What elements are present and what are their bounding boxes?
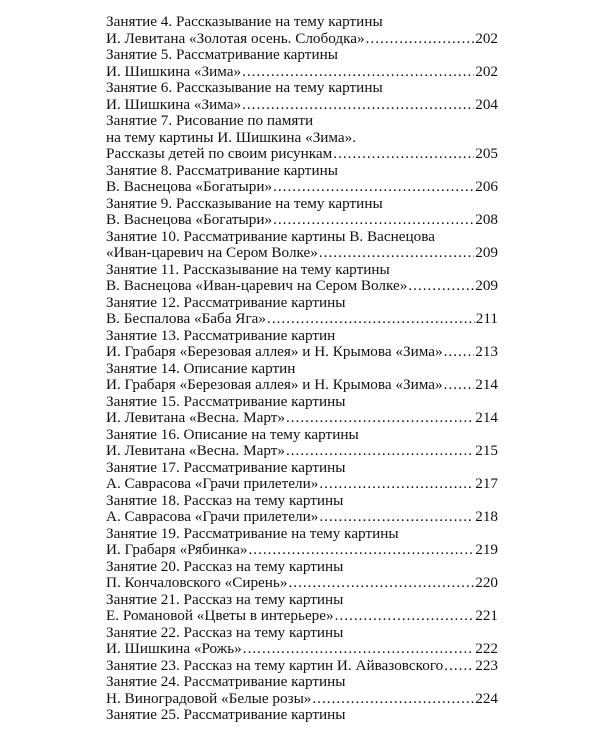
page-number: 208 xyxy=(475,212,498,228)
toc-entry-last-line xyxy=(106,410,498,427)
page-number: 209 xyxy=(475,245,498,261)
toc-entry xyxy=(106,592,498,625)
toc-entry xyxy=(106,707,498,724)
toc-entry-text: «Иван-царевич на Сером Волке» xyxy=(106,245,318,261)
toc-entry-text: В. Беспалова «Баба Яга» xyxy=(106,311,267,327)
dot-leader xyxy=(366,31,475,48)
toc-entry-last-line xyxy=(106,476,498,493)
dot-leader xyxy=(444,344,475,361)
page-number: 223 xyxy=(475,657,498,674)
toc-entry-text: В. Васнецова «Богатыри» xyxy=(106,212,273,228)
toc-entry-line: Занятие 15. Рассматривание картины xyxy=(106,393,346,410)
toc-entry xyxy=(106,80,498,113)
toc-entry-text: И. Левитана «Золотая осень. Слободка» xyxy=(106,30,365,47)
dot-leader xyxy=(242,64,474,81)
toc-entry-last-line xyxy=(106,509,498,526)
toc-entry xyxy=(106,526,498,559)
toc-entry xyxy=(106,625,498,658)
toc-entry xyxy=(106,113,498,163)
toc-entry-last-line xyxy=(106,278,498,295)
dot-leader xyxy=(286,443,474,460)
dot-leader xyxy=(319,509,474,526)
dot-leader xyxy=(286,410,474,427)
dot-leader xyxy=(444,658,474,675)
toc-entry-line: Занятие 5. Рассматривание картины xyxy=(106,47,338,63)
toc-entry-last-line xyxy=(106,245,498,262)
toc-entry-line: Занятие 16. Описание на тему картины xyxy=(106,426,359,443)
toc-entry xyxy=(106,14,498,47)
toc-entry-text: И. Левитана «Весна. Март» xyxy=(106,443,285,459)
toc-entry-text: И. Шишкина «Зима» xyxy=(106,63,242,80)
toc-entry-text: Занятие 23. Рассказ на тему картин И. Айвазовского xyxy=(106,657,444,674)
toc-entry-text: И. Грабаря «Березовая аллея» и Н. Крымова «Зима» xyxy=(106,344,443,360)
toc-entry-text: В. Васнецова «Иван-царевич на Сером Волке» xyxy=(106,278,408,294)
toc-entry xyxy=(106,674,498,707)
page-number: 213 xyxy=(475,344,498,360)
toc-entry-line: Занятие 12. Рассматривание картины xyxy=(106,294,346,311)
page-number: 218 xyxy=(475,509,498,525)
page-number: 222 xyxy=(475,641,498,657)
toc-entry-line: Занятие 9. Рассказывание на тему картины xyxy=(106,195,383,212)
toc-entry-line: Занятие 21. Рассказ на тему картины xyxy=(106,591,344,608)
page-number: 220 xyxy=(475,575,498,591)
toc-entry-line: на тему картины И. Шишкина «Зима». xyxy=(106,129,357,146)
toc-entry-line: Занятие 4. Рассказывание на тему картины xyxy=(106,14,383,30)
toc-entry-text: И. Шишкина «Зима» xyxy=(106,96,242,113)
toc-entry-text: И. Грабаря «Рябинка» xyxy=(106,542,248,558)
toc-entry-text: И. Грабаря «Березовая аллея» и Н. Крымова «Зима» xyxy=(106,377,443,393)
toc-entry xyxy=(106,394,498,427)
toc-entry-line: Занятие 24. Рассматривание картины xyxy=(106,674,346,690)
toc-entry xyxy=(106,163,498,196)
toc-entry xyxy=(106,328,498,361)
page-number: 211 xyxy=(475,311,498,327)
toc-entry-line: Занятие 13. Рассматривание картин xyxy=(106,327,336,344)
toc-entry-text: И. Левитана «Весна. Март» xyxy=(106,410,285,426)
toc-entry-text: Рассказы детей по своим рисункам xyxy=(106,146,333,162)
toc-entry-text: А. Саврасова «Грачи прилетели» xyxy=(106,476,319,492)
toc-entry xyxy=(106,361,498,394)
dot-leader xyxy=(273,179,474,196)
toc-entry-text: П. Кончаловского «Сирень» xyxy=(106,575,288,591)
dot-leader xyxy=(312,691,474,708)
toc-entry xyxy=(106,262,498,295)
table-of-contents xyxy=(106,14,498,724)
toc-entry xyxy=(106,658,498,675)
toc-entry-last-line xyxy=(106,608,498,625)
toc-entry-last-line xyxy=(106,31,498,48)
dot-leader xyxy=(319,476,474,493)
toc-entry-line: Занятие 25. Рассматривание картины xyxy=(106,707,346,723)
toc-entry-last-line xyxy=(106,542,498,559)
dot-leader xyxy=(333,146,474,163)
toc-entry-line: Занятие 18. Рассказ на тему картины xyxy=(106,492,344,509)
toc-entry-line: Занятие 14. Описание картин xyxy=(106,360,296,377)
toc-entry-last-line xyxy=(106,179,498,196)
page-number: 204 xyxy=(475,96,498,113)
toc-entry-last-line xyxy=(106,691,498,708)
toc-entry xyxy=(106,427,498,460)
toc-entry-text: И. Шишкина «Рожь» xyxy=(106,641,242,657)
dot-leader xyxy=(335,608,475,625)
toc-entry xyxy=(106,47,498,80)
page-number: 215 xyxy=(475,443,498,459)
toc-entry-line: Занятие 17. Рассматривание картины xyxy=(106,459,346,476)
toc-entry-text: В. Васнецова «Богатыри» xyxy=(106,179,273,195)
toc-entry-last-line xyxy=(106,658,498,675)
toc-entry-line: Занятие 8. Рассматривание картины xyxy=(106,162,338,179)
page-number: 224 xyxy=(475,690,498,707)
dot-leader xyxy=(319,245,474,262)
toc-entry-line: Занятие 19. Рассматривание на тему картины xyxy=(106,525,399,542)
page-number: 214 xyxy=(475,410,498,426)
dot-leader xyxy=(242,97,474,114)
toc-entry-last-line xyxy=(106,97,498,114)
page-number: 214 xyxy=(475,377,498,393)
toc-entry-last-line xyxy=(106,575,498,592)
page-number: 202 xyxy=(475,30,498,47)
dot-leader xyxy=(408,278,474,295)
toc-entry xyxy=(106,559,498,592)
dot-leader xyxy=(273,212,474,229)
page-number: 217 xyxy=(475,476,498,492)
toc-entry-last-line xyxy=(106,64,498,81)
dot-leader xyxy=(444,377,475,394)
page-number: 206 xyxy=(475,179,498,195)
toc-entry xyxy=(106,493,498,526)
toc-entry-line: Занятие 10. Рассматривание картины В. Васнецова xyxy=(106,228,435,245)
toc-entry-text: А. Саврасова «Грачи прилетели» xyxy=(106,509,319,525)
toc-entry-line: Занятие 22. Рассказ на тему картины xyxy=(106,624,344,641)
toc-entry-text: Е. Романовой «Цветы в интерьере» xyxy=(106,608,334,624)
toc-entry-last-line xyxy=(106,377,498,394)
toc-entry-line: Занятие 6. Рассказывание на тему картины xyxy=(106,80,383,96)
toc-entry-last-line xyxy=(106,344,498,361)
page-number: 202 xyxy=(475,63,498,80)
toc-entry-last-line xyxy=(106,212,498,229)
toc-entry xyxy=(106,295,498,328)
toc-entry xyxy=(106,196,498,229)
dot-leader xyxy=(288,575,474,592)
toc-entry-line: Занятие 7. Рисование по памяти xyxy=(106,113,314,129)
page-number: 209 xyxy=(475,278,498,294)
page-number: 221 xyxy=(475,608,498,624)
dot-leader xyxy=(248,542,474,559)
toc-entry xyxy=(106,460,498,493)
page-number: 205 xyxy=(475,146,498,162)
toc-entry-last-line xyxy=(106,443,498,460)
dot-leader xyxy=(267,311,475,328)
dot-leader xyxy=(243,641,474,658)
toc-entry-line: Занятие 20. Рассказ на тему картины xyxy=(106,558,344,575)
page-number: 219 xyxy=(475,542,498,558)
toc-entry-text: Н. Виноградовой «Белые розы» xyxy=(106,690,312,707)
toc-entry xyxy=(106,229,498,262)
toc-entry-last-line xyxy=(106,311,498,328)
toc-entry-last-line xyxy=(106,146,498,163)
toc-entry-line: Занятие 11. Рассказывание на тему картины xyxy=(106,261,390,278)
toc-entry-last-line xyxy=(106,641,498,658)
